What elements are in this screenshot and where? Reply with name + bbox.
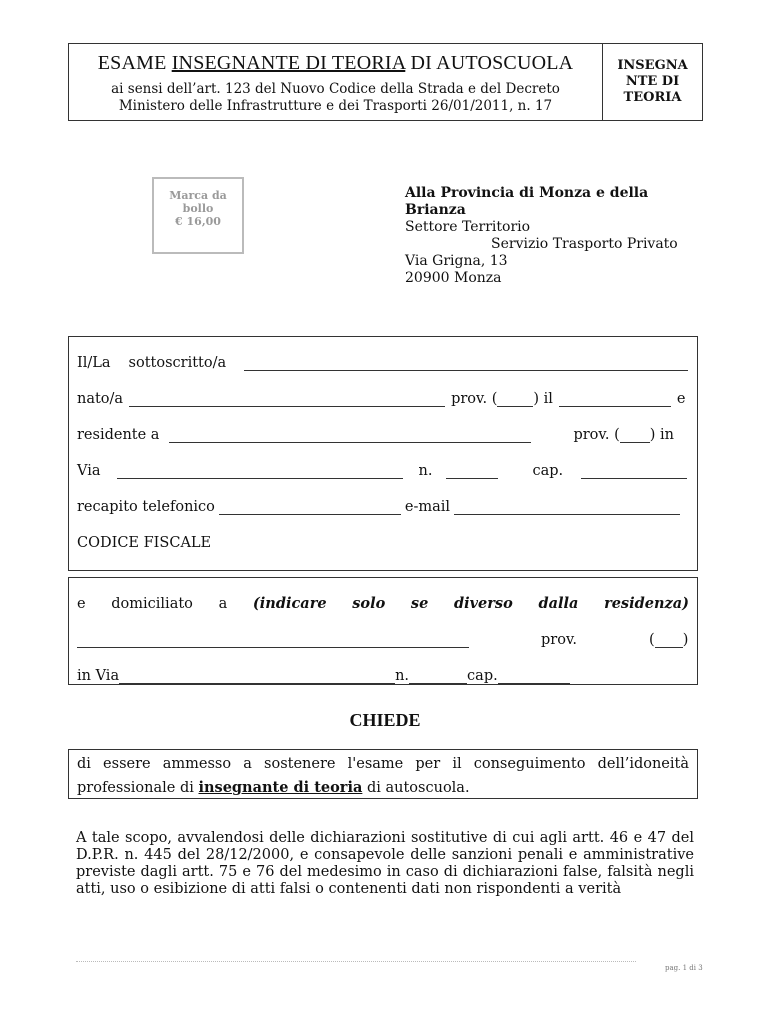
document-subtitle — [69, 81, 602, 115]
row-contacts — [77, 493, 689, 515]
address-sector: Settore Territorio — [405, 219, 531, 235]
address-city: 20900 Monza — [405, 270, 502, 286]
domicile-box — [68, 577, 698, 685]
label-email: e-mail — [404, 499, 451, 515]
domicile-province-field[interactable] — [655, 632, 683, 648]
declaration-paragraph: A tale scopo, avvalendosi delle dichiarazioni sostitutive di cui agli artt. 46 e 47 del D.P.R. n. 445 del 28/12/2000, e consapevole delle sanzioni penali e amministrative previste dagli artt. 75 e 76 del medesimo in caso di dichiarazioni false, falsità negli atti, uso o esibizione di atti falsi o contenenti dati non rispondenti a verità — [76, 830, 694, 897]
label-solo: solo — [352, 595, 386, 612]
label-dalla: dalla — [538, 595, 579, 612]
label-in-via: in Via — [77, 668, 120, 684]
personal-data-box — [68, 336, 698, 571]
stamp-line-3: € 16,00 — [175, 215, 221, 228]
label-paren-close: ) — [682, 632, 689, 648]
title-suffix: DI AUTOSCUOLA — [405, 52, 574, 74]
document-header — [68, 43, 703, 121]
row-codice-fiscale-field — [77, 549, 689, 571]
header-main — [69, 44, 603, 120]
birthdate-field[interactable] — [559, 391, 671, 407]
domicile-number-field[interactable] — [409, 668, 467, 684]
subtitle-line-1: ai sensi dell’art. 123 del Nuovo Codice della Strada e del Decreto — [111, 81, 560, 97]
label-domiciliato: domiciliato — [111, 596, 193, 612]
label-cap: cap. — [532, 463, 564, 479]
street-number-field[interactable] — [446, 463, 498, 479]
domicile-cap-field[interactable] — [498, 668, 570, 684]
address-recipient: Alla Provincia di Monza e della Brianza — [405, 185, 649, 218]
row-residence — [77, 421, 689, 443]
domicile-city-field[interactable] — [77, 632, 469, 648]
label-residente: residente a — [77, 427, 160, 443]
revenue-stamp-box — [152, 177, 244, 254]
label-prov-2: prov. — [541, 632, 578, 648]
label-indicare: (indicare — [252, 595, 327, 612]
email-field[interactable] — [454, 499, 680, 515]
row-street — [77, 457, 689, 479]
birthplace-field[interactable] — [129, 391, 445, 407]
label-n-2: n. — [395, 668, 410, 684]
label-n: n. — [418, 463, 433, 479]
stamp-line-1: Marca da — [169, 189, 227, 202]
label-prov-open: prov. ( — [451, 391, 498, 407]
domicile-street-field[interactable] — [119, 668, 395, 684]
label-dom-a: a — [218, 596, 228, 612]
residence-field[interactable] — [169, 427, 531, 443]
label-prov-close-in: ) in — [649, 427, 675, 443]
title-prefix: ESAME — [97, 52, 172, 74]
label-via: Via — [77, 463, 101, 479]
row-codice-fiscale-label — [77, 529, 689, 551]
row-domicile-intro — [77, 590, 689, 612]
row-domicile-street — [77, 662, 689, 684]
name-field[interactable] — [244, 355, 688, 371]
page-number: pag. 1 di 3 — [665, 964, 703, 972]
label-recapito: recapito telefonico — [77, 499, 215, 515]
address-service: Servizio Trasporto Privato — [491, 236, 678, 252]
row-birth — [77, 385, 689, 407]
subtitle-line-2: Ministero delle Infrastrutture e dei Trasporti 26/01/2011, n. 17 — [118, 98, 553, 114]
label-cap-2: cap. — [467, 668, 498, 684]
residence-province-field[interactable] — [620, 427, 650, 443]
request-text: di essere ammesso a sostenere l'esame per il conseguimento dell’idoneità professionale di — [77, 756, 689, 796]
recipient-address — [405, 185, 695, 287]
label-diverso: diverso — [453, 595, 513, 612]
birth-province-field[interactable] — [497, 391, 533, 407]
label-sottoscritto: sottoscritto/a — [128, 355, 227, 371]
address-street: Via Grigna, 13 — [405, 253, 508, 269]
label-nato: nato/a — [77, 391, 124, 407]
cap-field[interactable] — [581, 463, 687, 479]
chiede-heading: CHIEDE — [349, 710, 421, 730]
row-name — [77, 349, 689, 371]
stamp-line-2: bollo — [182, 202, 214, 215]
document-title — [69, 52, 602, 75]
title-underlined: INSEGNANTE DI TEORIA — [171, 52, 406, 74]
label-residenza: residenza) — [604, 595, 689, 612]
label-dom-e: e — [77, 596, 86, 612]
label-il-la: Il/La — [77, 355, 111, 371]
label-codice-fiscale: CODICE FISCALE — [77, 535, 212, 551]
label-se: se — [410, 595, 429, 612]
label-paren-open: ( — [649, 632, 655, 648]
header-side-label: INSEGNA NTE DI TEORIA — [617, 58, 688, 105]
label-prov-open-2: prov. ( — [573, 427, 620, 443]
row-domicile-city — [77, 626, 689, 648]
label-prov-close-il: ) il — [533, 391, 553, 407]
request-box — [68, 749, 698, 799]
codice-fiscale-field[interactable] — [77, 555, 561, 571]
phone-field[interactable] — [219, 499, 401, 515]
footer-divider — [76, 961, 636, 962]
request-bold-text: insegnante di teoria — [198, 779, 363, 796]
label-e: e — [676, 391, 686, 407]
request-text-end: di autoscuola. — [362, 780, 470, 796]
street-field[interactable] — [117, 463, 403, 479]
